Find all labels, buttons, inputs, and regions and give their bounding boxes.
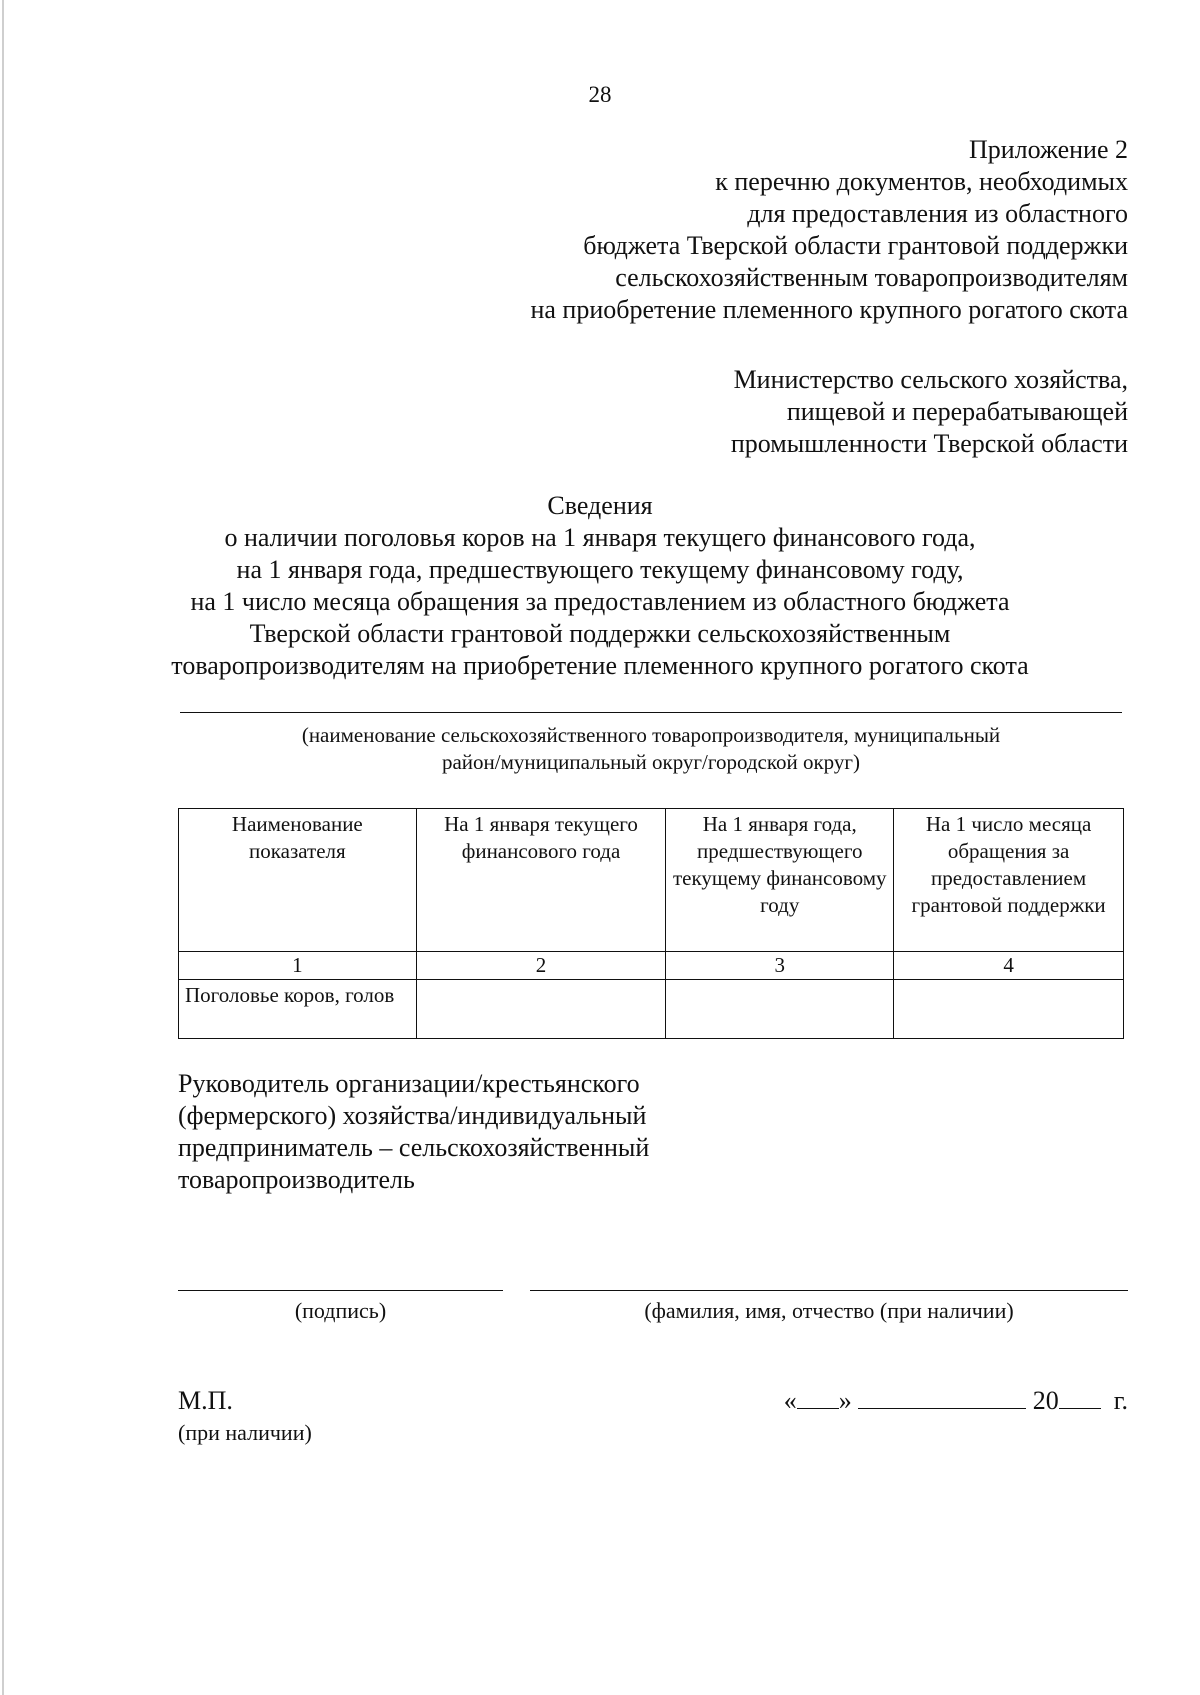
appendix-line: сельскохозяйственным товаропроизводителям: [615, 263, 1128, 292]
caption-line: (наименование сельскохозяйственного товаропроизводителя, муниципальный: [301, 723, 1001, 747]
table-header-row: [179, 809, 1124, 952]
appendix-line: на приобретение племенного крупного рогатого скота: [530, 295, 1128, 324]
table-header-cell: На 1 января текущего финансового года: [416, 809, 666, 952]
signature-caption: (подпись): [294, 1298, 387, 1323]
table-header-cell: Наименование показателя: [179, 809, 417, 952]
page-number: 28: [588, 82, 612, 107]
title-line: о наличии поголовья коров на 1 января текущего финансового года,: [224, 523, 976, 552]
value-cell-current-year[interactable]: [416, 980, 666, 1039]
stamp-note: (при наличии): [178, 1420, 312, 1445]
title-line: на 1 января года, предшествующего текущему финансовому году,: [236, 555, 964, 584]
day-blank[interactable]: [797, 1386, 839, 1409]
year-blank[interactable]: [1059, 1386, 1101, 1409]
signer-line: предприниматель – сельскохозяйственный: [178, 1133, 650, 1162]
caption-line: район/муниципальный округ/городской округ): [441, 750, 861, 774]
title-line: Тверской области грантовой поддержки сельскохозяйственным: [249, 619, 951, 648]
date-open-quote: «: [783, 1386, 797, 1415]
producer-name-field[interactable]: [180, 712, 1122, 713]
column-number: 2: [416, 952, 666, 980]
ministry-line: пищевой и перерабатывающей: [786, 397, 1128, 426]
year-prefix: 20: [1032, 1386, 1059, 1415]
producer-name-caption: [180, 722, 1122, 776]
value-cell-previous-year[interactable]: [666, 980, 894, 1039]
stamp-label: М.П.: [178, 1386, 233, 1415]
ministry-line: промышленности Тверской области: [730, 429, 1128, 458]
date-field: [784, 1386, 1128, 1416]
full-name-field[interactable]: [530, 1290, 1128, 1291]
column-number: 3: [666, 952, 894, 980]
document-title: [0, 490, 1200, 682]
appendix-line: для предоставления из областного: [747, 199, 1128, 228]
column-number: 1: [179, 952, 417, 980]
appendix-line: к перечню документов, необходимых: [715, 167, 1128, 196]
ministry-addressee: [731, 364, 1128, 460]
table-row: [179, 980, 1124, 1039]
cattle-table: [178, 808, 1124, 1039]
table-header-cell: На 1 число месяца обращения за предоставлением грантовой поддержки: [894, 809, 1124, 952]
title-line: на 1 число месяца обращения за предоставлением из областного бюджета: [190, 587, 1010, 616]
table-header-cell: На 1 января года, предшествующего текущему финансовому году: [666, 809, 894, 952]
signature-field[interactable]: [178, 1290, 503, 1291]
column-number: 4: [894, 952, 1124, 980]
value-cell-application-month[interactable]: [894, 980, 1124, 1039]
ministry-line: Министерство сельского хозяйства,: [733, 365, 1128, 394]
signer-title: [178, 1068, 649, 1196]
page-edge-line: [2, 0, 4, 1695]
appendix-line: Приложение 2: [968, 135, 1128, 164]
column-number-row: [179, 952, 1124, 980]
full-name-caption: (фамилия, имя, отчество (при наличии): [644, 1298, 1014, 1323]
appendix-line: бюджета Тверской области грантовой поддержки: [583, 231, 1128, 260]
title-heading: Сведения: [547, 491, 653, 520]
year-suffix: г.: [1113, 1386, 1128, 1415]
row-label: Поголовье коров, голов: [179, 980, 417, 1039]
month-blank[interactable]: [858, 1386, 1026, 1409]
title-line: товаропроизводителям на приобретение племенного крупного рогатого скота: [171, 651, 1029, 680]
signer-line: (фермерского) хозяйства/индивидуальный: [178, 1101, 647, 1130]
date-close-quote: »: [838, 1386, 852, 1415]
signer-line: товаропроизводитель: [178, 1165, 415, 1194]
appendix-header: [530, 134, 1128, 326]
signer-line: Руководитель организации/крестьянского: [178, 1069, 640, 1098]
